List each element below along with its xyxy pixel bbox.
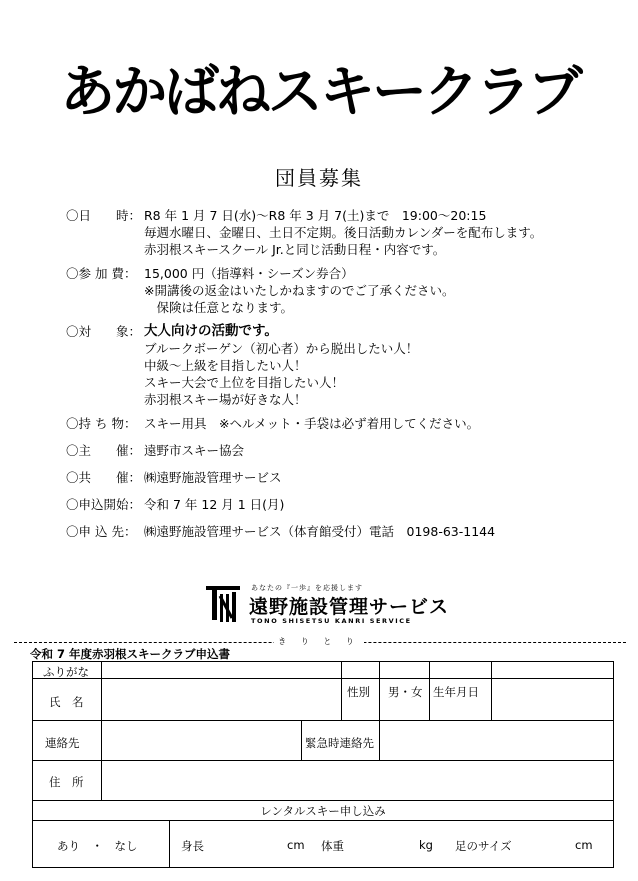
fee-label: 〇参 加 費： [66, 266, 137, 281]
height-unit: cm [287, 838, 305, 852]
items-label: 〇持 ち 物： [66, 416, 137, 431]
organizer-label: 〇主 催： [66, 443, 142, 458]
form-divider [101, 662, 102, 800]
schedule-row [66, 207, 626, 258]
items-row [66, 415, 626, 432]
contact-field[interactable] [105, 724, 297, 758]
items-value: スキー用具 ※ヘルメット・手袋は必ず着用してください。 [144, 416, 480, 431]
name-label: 氏 名 [49, 695, 84, 709]
form-divider [301, 720, 302, 760]
cosponsor-row [66, 469, 626, 486]
birthday-field[interactable] [495, 666, 609, 716]
target-label: 〇対 象： [66, 324, 142, 339]
height-label: 身長 [181, 839, 204, 853]
emergency-contact-field[interactable] [383, 724, 609, 758]
furigana-field[interactable] [105, 664, 337, 677]
application-form [32, 661, 614, 868]
form-divider [341, 662, 342, 720]
apply-value: ㈱遠野施設管理サービス（体育館受付）電話 0198-63-1144 [144, 524, 496, 539]
weight-label: 体重 [321, 839, 344, 853]
apply-row [66, 523, 626, 540]
start-label: 〇申込開始： [66, 497, 142, 512]
form-divider [379, 720, 380, 760]
contact-label: 連絡先 [45, 736, 80, 750]
target-line: 赤羽根スキー場が好きな人！ [144, 392, 307, 407]
cut-label-text: き り と り [274, 637, 364, 646]
logo-romanized-name: TONO SHISETSU KANRI SERVICE [251, 617, 412, 625]
schedule-line: R8 年 1 月 7 日(水)〜R8 年 3 月 7(土)まで 19:00〜20:15 [144, 208, 487, 223]
company-logo [205, 580, 455, 632]
address-field[interactable] [105, 764, 609, 798]
schedule-line: 赤羽根スキースクール Jr.と同じ活動日程・内容です。 [144, 242, 446, 257]
schedule-value [144, 207, 626, 258]
gender-options[interactable]: 男・女 [388, 685, 423, 699]
apply-label: 〇申 込 先： [66, 524, 137, 539]
form-divider [491, 662, 492, 720]
form-divider [33, 820, 613, 821]
tono-logo-mark-icon [205, 584, 241, 624]
name-field[interactable] [105, 682, 337, 718]
form-divider [33, 720, 613, 721]
page-title: あかばねスキークラブ [60, 60, 580, 125]
application-form-title: 令和 7 年度赤羽根スキークラブ申込書 [30, 647, 231, 661]
birthday-label: 生年月日 [433, 685, 479, 699]
target-lead: 大人向けの活動です。 [144, 323, 278, 339]
logo-company-name: 遠野施設管理サービス [249, 596, 450, 618]
organizer-value: 遠野市スキー協会 [144, 443, 245, 458]
form-divider [169, 820, 170, 867]
start-value: 令和 7 年 12 月 1 日(月) [144, 497, 285, 512]
target-line: スキー大会で上位を目指したい人！ [144, 375, 345, 390]
target-row [66, 323, 626, 408]
form-divider [33, 800, 613, 801]
furigana-label: ふりがな [43, 665, 89, 679]
rental-header: レンタルスキー申し込み [260, 804, 386, 818]
target-line: 中級〜上級を目指したい人！ [144, 358, 307, 373]
fee-row [66, 265, 626, 316]
cosponsor-label: 〇共 催： [66, 470, 142, 485]
organizer-row [66, 442, 626, 459]
fee-line: 保険は任意となります。 [144, 300, 294, 315]
schedule-label: 〇日 時： [66, 208, 142, 223]
foot-size-label: 足のサイズ [455, 839, 512, 853]
logo-tagline: あなたの『一歩』を応援します [251, 584, 363, 592]
recruitment-heading: 団員募集 [275, 166, 363, 190]
weight-unit: kg [419, 838, 433, 852]
target-line: ブルークボーゲン（初心者）から脱出したい人！ [144, 341, 419, 356]
fee-line: ※開講後の返金はいたしかねますのでご了承ください。 [144, 283, 455, 298]
form-divider [379, 662, 380, 720]
start-row [66, 496, 626, 513]
target-value [144, 323, 626, 408]
gender-label: 性別 [347, 685, 370, 699]
form-divider [429, 662, 430, 720]
foot-size-unit: cm [575, 838, 593, 852]
address-label: 住 所 [49, 775, 84, 789]
form-divider [33, 760, 613, 761]
emergency-contact-label: 緊急時連絡先 [305, 736, 374, 750]
event-details [66, 207, 626, 540]
fee-value [144, 265, 626, 316]
fee-line: 15,000 円（指導料・シーズン券合） [144, 266, 354, 281]
rental-options[interactable]: あり ・ なし [57, 839, 138, 853]
schedule-line: 毎週水曜日、金曜日、土日不定期。後日活動カレンダーを配布します。 [144, 225, 543, 240]
cosponsor-value: ㈱遠野施設管理サービス [144, 470, 282, 485]
